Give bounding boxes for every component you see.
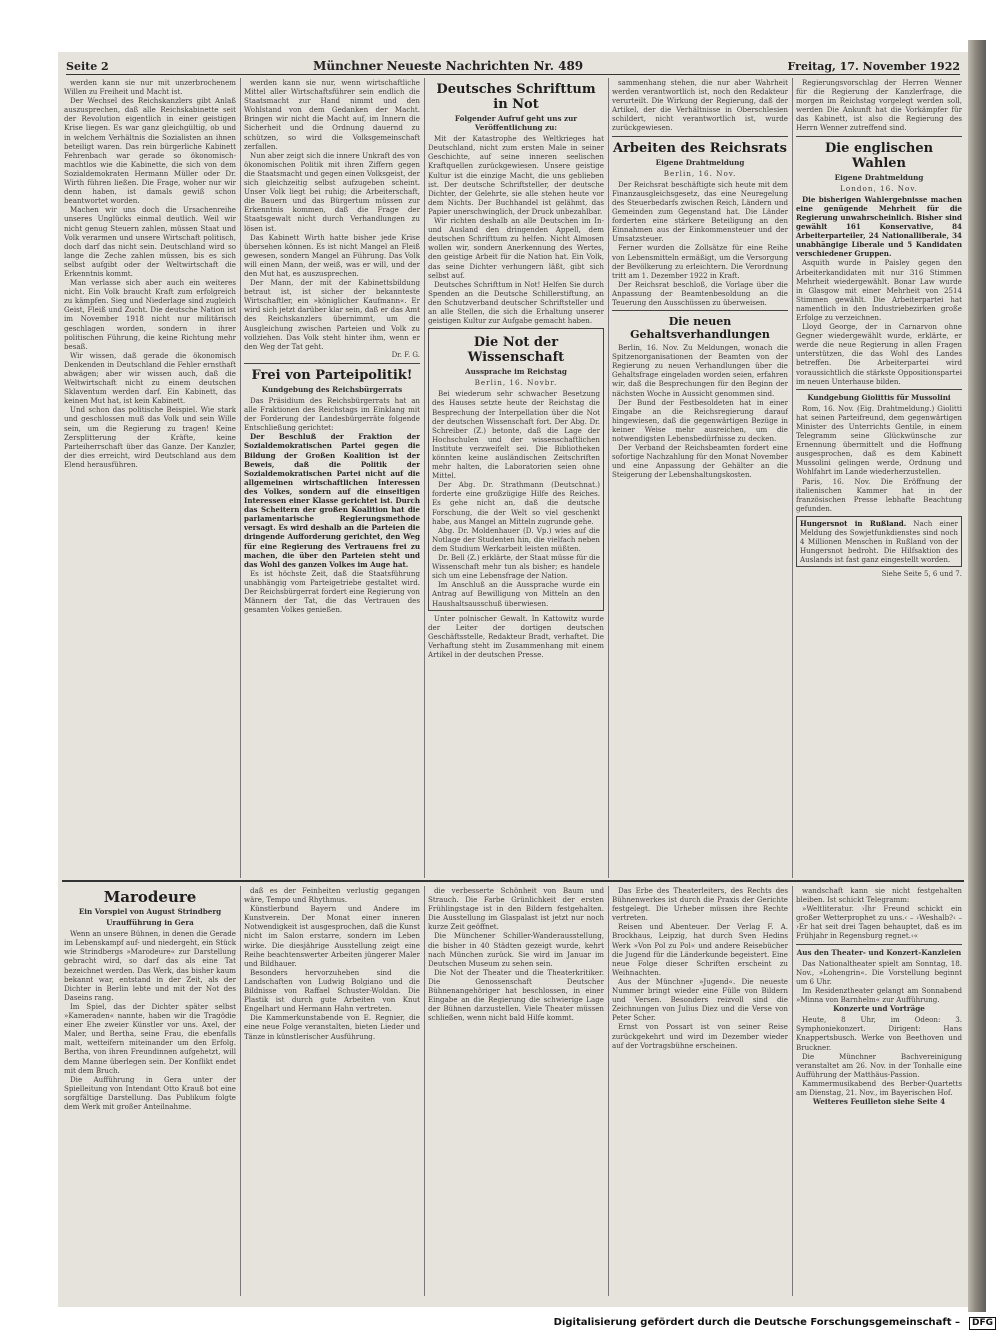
column-rule [792, 886, 793, 1296]
article-paragraph: Man verlasse sich aber auch ein weiteres nicht. Ein Volk braucht Kraft zum erfolgreich zu kämpfen. Sieg und Niederlage sind zugleich Geist, Fleiß und Zucht. Die deutsche Nation ist im November 1918 nicht nur militärisch geschlagen worden, sondern in ihrer politischen Führung, die keine Richtung mehr besaß. [64, 278, 236, 351]
event-listing: Kammermusikabend des Berber-Quartetts am Dienstag, 21. Nov., im Bayerischen Hof. [796, 1078, 962, 1097]
dateline: Berlin, 16. Novbr. [474, 378, 558, 388]
column-rule [240, 78, 241, 878]
subheadline: Aus den Theater- und Konzert-Kanzleien [796, 947, 962, 957]
article-paragraph: Und schon das politische Beispiel. Wie stark und geschlossen muß das Volk und sein Wille sein, um die Regierung zu tragen! Keine Zersplitterung der Kräfte, keine Parteiherrschaft über das Ganze. Der Kanzler, der dies erreicht, wird Deutschland aus dem Elend herausführen. [64, 405, 236, 469]
event-listing: Die Münchner Bachvereinigung veranstaltet am 26. Nov. in der Tonhalle eine Aufführung der Matthäus-Passion. [796, 1051, 962, 1079]
dateline: London, 16. Nov. [840, 183, 918, 193]
subheadline: Konzerte und Vorträge [833, 1004, 925, 1014]
page-header [66, 58, 960, 75]
column-2 [244, 78, 420, 878]
article-paragraph: Reisen und Abenteuer. Der Verlag F. A. Brockhaus, Leipzig, hat durch Sven Hedins Werk »Von Pol zu Pol« und andere Reisebücher die Jugend für die Länderkunde begeistert. Eine neue Folge dieser Schriften erscheint zu Weihnachten. [612, 922, 788, 977]
section-rule [796, 389, 962, 390]
headline-gehaltsverhandlungen: Die neuen Gehaltsverhandlungen [630, 315, 770, 342]
article-paragraph: sammenhang stehen, die nur aber Wahrheit werden verantwortlich ist, noch den Redakteur verurteilt. Die Wirkung der Regierung, daß der Artikel, der die Verhältnisse in Oberschlesien schildert, nicht verantwortlich ist, wurde zurückgewiesen. [612, 78, 788, 133]
article-paragraph: Lloyd George, der in Carnarvon ohne Gegner wiedergewählt wurde, erklärte, er werde die neue Regierung in allen Fragen unterstützen, die das Wohl des Landes betreffen. Die Arbeiterpartei wird voraussichtlich die stärkste Oppositionspartei im neuen Unterhause bilden. [796, 322, 962, 386]
article-paragraph: Mit der Katastrophe des Weltkrieges hat Deutschland, nicht zum ersten Male in seiner Geschichte, auf seine inneren seelischen Kraftquellen zurückgewiesen. Unsere geistige Kultur ist die einzige Macht, die uns geblieben ist. Der deutsche Schriftsteller, der deutsche Dichter, der Gelehrte, sie alle stehen heute vor dem Nichts. Der Buchhandel ist gelähmt, das Papier unerschwinglich, der Druck unbezahlbar. [428, 134, 604, 216]
column-3 [428, 78, 604, 878]
page-number: Seite 2 [66, 59, 109, 73]
article-paragraph: Die bisherigen Wahlergebnisse machen eine genügende Mehrheit für die Regierung unwahrscheinlich. Bisher sind gewählt 161 Konservative, 84 Arbeiterparteiler, 24 Nationalliberale, 34 unabhängige Liberale und 5 Kandidaten verschiedener Gruppen. [796, 194, 962, 259]
scan-margin [0, 0, 58, 1333]
notice-kicker: Hungersnot in Rußland. [800, 518, 907, 528]
article-paragraph: Machen wir uns doch die Ursachenreihe unseres Unglücks einmal deutlich. Weil wir nicht genug Steuern zahlen, müssen Staat und Volk verarmen und unsere Wirtschaft politisch, doch darf das nicht sein. Deutschland wird so lange die Zeche zahlen müssen, bis es sich selbst aufgibt oder der Weltwirtschaft die Erkenntnis kommt. [64, 205, 236, 278]
article-paragraph: Das Erbe des Theaterleiters, des Rechts des Bühnenwerkes ist durch die Praxis der Gerichte festgelegt. Die Urheber müssen ihre Rechte vertreten. [612, 886, 788, 923]
digitization-footer [0, 1316, 1000, 1333]
headline-arbeiten-des-reichsrats: Arbeiten des Reichsrats [613, 140, 787, 156]
article-paragraph: Die Not der Theater und die Theaterkritiker. Die Genossenschaft Deutscher Bühnenangehöriger hat beschlossen, in einer Eingabe an die Regierung die schwierige Lage der Bühnen darzustellen. Viele Theater müssen schließen, wenn nicht bald Hilfe kommt. [428, 967, 604, 1023]
page-reference: Siehe Seite 5, 6 und 7. [881, 570, 962, 579]
news-notice: Unter polnischer Gewalt. In Kattowitz wurde der Leiter der dortigen deutschen Geschäftsstelle, Redakteur Bradt, verhaftet. Die Verhaftung steht im Zusammenhang mit einem Artikel in der deutschen Presse. [428, 613, 604, 659]
article-paragraph: Der Abg. Dr. Strathmann (Deutschnat.) forderte eine großzügige Hilfe des Reiches. Es gehe nicht an, daß die deutsche Forschung, die der Welt so viel geschenkt habe, aus Mangel an Mitteln zugrunde gehe. [432, 480, 600, 526]
subheadline: Eigene Drahtmeldung [834, 172, 924, 182]
subheadline: Folgender Aufruf geht uns zur Veröffentlichung zu: [454, 114, 578, 133]
article-paragraph: Asquith wurde in Paisley gegen den Arbeiterkandidaten mit nur 316 Stimmen Mehrheit wiedergewählt. Bonar Law wurde in Glasgow mit einer Mehrheit von 2514 Stimmen gewählt. Die Arbeiterpartei hat namentlich in den Industriebezirken große Erfolge zu verzeichnen. [796, 258, 962, 322]
article-paragraph: Dr. Bell (Z.) erklärte, der Staat müsse für die Wissenschaft mehr tun als bisher; es handele sich um eine Lebensfrage der Nation. [432, 553, 600, 581]
feuilleton-column-1 [64, 886, 236, 1296]
dfg-logo: DFG [969, 1317, 996, 1330]
article-paragraph: Regierungsvorschlag der Herren Wenner für die Regierung der Kanzlerfrage, die morgen im Reichstag vorgelegt werden soll, werden Die Ankunft hat die Vorkämpfer für das Kabinett, ist also die Regierung des Herrn Wenner zutreffend sind. [796, 78, 962, 133]
article-paragraph: Wenn an unsere Bühnen, in denen die Gerade im Lebenskampf auf- und niedergeht, ein Stück wie Strindbergs »Marodeure« zur Darstellung gebracht wird, so darf das als eine Tat bezeichnet werden. Das Werk, das bisher kaum bekannt war, entstand in der Zeit, als der Dichter in Berlin lebte und mit der Not des Daseins rang. [64, 929, 236, 1002]
article-paragraph: Der Reichsrat beschäftigte sich heute mit dem Finanzausgleichsgesetz, das eine Neuregelung des Steuerbedarfs zwischen Reich, Ländern und Gemeinden zum Gegenstand hat. Die Länder forderten eine stärkere Beteiligung an den Einnahmen aus der Einkommensteuer und der Umsatzsteuer. [612, 179, 788, 244]
article-paragraph: werden kann sie nur, wenn wirtschaftliche Mittel aller Wirtschaftsführer sein endlich die Staatsmacht zur Hand nimmt und den Wohlstand von dem Gedanken der Macht. Bringen wir nicht die Macht auf, im Innern die Sicherheit und die Ordnung dauernd zu schützen, so wird die Volksgemeinschaft zerfallen. [244, 78, 420, 151]
article-paragraph: wandschaft kann sie nicht festgehalten bleiben. Ist schickt Telegramm: [796, 886, 962, 905]
article-paragraph: Berlin, 16. Nov. Zu Meldungen, wonach die Spitzenorganisationen der Beamten von der Regierung zu neuen Verhandlungen über die Gehaltsfrage eingeladen worden seien, erfahren wir, daß die Besprechungen für den Beginn der nächsten Woche in Aussicht genommen sind. [612, 343, 788, 398]
article-paragraph: Das Präsidium des Reichsbürgerrats hat an alle Fraktionen des Reichstags im Einklang mit der Forderung der Landesbürgerräte folgende Entschließung gerichtet: [244, 396, 420, 433]
section-rule [796, 944, 962, 945]
section-rule [612, 310, 788, 311]
article-paragraph: daß es der Feinheiten verlustig gegangen wäre, Tempo und Rhythmus. [244, 886, 420, 905]
page-edge-shadow [968, 40, 986, 1312]
section-rule [244, 363, 420, 364]
event-listing: Das Nationaltheater spielt am Sonntag, 18. Nov., »Lohengrin«. Die Vorstellung beginnt um 6 Uhr. [796, 958, 962, 986]
article-paragraph: Ferner wurden die Zollsätze für eine Reihe von Lebensmitteln ermäßigt, um die Versorgung der Bevölkerung zu erleichtern. Die Verordnung tritt am 1. Dezember 1922 in Kraft. [612, 243, 788, 280]
headline-frei-von-parteipolitik: Frei von Parteipolitik! [251, 367, 413, 383]
column-rule [424, 886, 425, 1296]
article-paragraph: werden kann sie nur mit unzerbrochenem Willen zu Freiheit und Macht ist. [64, 78, 236, 97]
article-paragraph: Der Mann, der mit der Kabinettsbildung betraut ist, ist sicher der bekannteste Wirtschaftler, ein »königlicher Kaufmann«. Er wird sich jetzt darüber klar sein, daß er das Amt des Reichskanzlers übernimmt, um die Ausgleichung zwischen Parteien und Volk zu vollziehen. Das Volk steht hinter ihm, wenn er den Weg der Tat geht. [244, 278, 420, 351]
column-rule [608, 886, 609, 1296]
column-rule [792, 78, 793, 878]
article-paragraph: Im Anschluß an die Aussprache wurde ein Antrag auf Bewilligung von Mitteln an den Haushaltsausschuß überwiesen. [432, 580, 600, 608]
subheadline: Ein Vorspiel von August Strindberg [78, 907, 222, 916]
column-5 [796, 78, 962, 878]
headline-schrifttum-in-not: Deutsches Schrifttum in Not [436, 82, 596, 112]
article-paragraph: »Weltliteratur. ›Ihr Freund schickt ein großer Wetterprophet zu uns.‹ – ›Weshalb?‹ – ›Er hat seit drei Tagen behauptet, daß es im Frühjahr in Regensburg regnet.‹« [796, 904, 962, 941]
headline-marodeure: Marodeure [103, 888, 197, 906]
article-paragraph: Nun aber zeigt sich die innere Unkraft des von ökonomischen Politik mit ihren Ziffern gegen die Staatsmacht und gegen einen Volksgeist, der sich gleichzeitig selbst aufzugeben scheint. Unser Volk liegt bei ruhig; die Arbeiterschaft, die Bauern und das Bürgertum müssen zur Erkenntnis kommen, daß die Frage der Staatsgewalt nicht durch Verhandlungen zu lösen ist. [244, 150, 420, 233]
article-paragraph: Das Kabinett Wirth hatte bisher jede Krise übersehen können. Es ist nicht Mangel an Fleiß gewesen, sondern Mangel an Führung. Das Volk will einen Mann, der weiß, was er will, und der den Mut hat, es auszusprechen. [244, 232, 420, 278]
notice-text: Nach einer Meldung des Sowjetfunkdienstes sind noch 4 Millionen Menschen in Rußland von der Hungersnot bedroht. Die Hilfsaktion des Auslands ist fast ganz eingestellt worden. [800, 518, 958, 565]
article-paragraph: Paris, 16. Nov. Die Eröffnung der italienischen Kammer hat in der französischen Presse lebhafte Beachtung gefunden. [796, 476, 962, 513]
section-rule [796, 136, 962, 137]
page-reference: Weiteres Feuilleton siehe Seite 4 [812, 1097, 946, 1107]
article-paragraph: Der Reichsrat beschloß, die Vorlage über die Anpassung der Beamtenbesoldung an die Teuerung den Ausschüssen zu überweisen. [612, 279, 788, 307]
article-paragraph: Aus der Münchner »Jugend«. Die neueste Nummer bringt wieder eine Fülle von Bildern und Versen. Besonders reizvoll sind die Zeichnungen von Julius Diez und die Verse von Peter Scher. [612, 976, 788, 1023]
feuilleton-column-4 [612, 886, 788, 1296]
funding-credit: Digitalisierung gefördert durch die Deutsche Forschungsgemeinschaft – [553, 1317, 960, 1328]
subheadline: Kundgebung Giolittis für Mussolini [807, 392, 951, 402]
newspaper-page [58, 52, 968, 1307]
article-paragraph: Besonders hervorzuheben sind die Landschaften von Ludwig Bolgiano und die Bildnisse von Raffael Schuster-Woldan. Die Plastik ist durch gute Arbeiten von Knut Engelhart und Hermann Hahn vertreten. [244, 967, 420, 1014]
subheadline: Eigene Drahtmeldung [655, 157, 745, 167]
article-paragraph: Abg. Dr. Moldenhauer (D. Vp.) wies auf die Notlage der Studenten hin, die vielfach neben dem Studium Werkarbeit leisten müßten. [432, 525, 600, 553]
column-4 [612, 78, 788, 878]
event-listing: Heute, 8 Uhr, im Odeon: 3. Symphoniekonzert. Dirigent: Hans Knappertsbusch. Werke von Beethoven und Bruckner. [796, 1015, 962, 1052]
article-paragraph: Rom, 16. Nov. (Eig. Drahtmeldung.) Giolitti hat seinen Parteifreund, dem gegenwärtigen Minister des Unterrichts Gentile, in einem Telegramm seine Glückwünsche zur Ernennung übermittelt und die Hoffnung ausgesprochen, daß es dem Kabinett Mussolini gelingen werde, Ordnung und Wohlfahrt im Lande wiederherzustellen. [796, 403, 962, 477]
article-signature: Dr. F. G. [391, 350, 420, 359]
headline-not-der-wissenschaft: Die Not der Wissenschaft [467, 335, 565, 366]
article-paragraph: Die Kammerkunstabende von E. Regnier, die eine neue Folge veranstalten, bieten Lieder und Tänze in künstlerischer Ausführung. [244, 1013, 420, 1041]
dateline: Berlin, 16. Nov. [663, 168, 737, 178]
boxed-article [428, 328, 604, 610]
boxed-notice [796, 516, 962, 567]
article-paragraph: Künstlerbund Bayern und Andere im Kunstverein. Der Monat einer inneren Notwendigkeit ist ausgesprochen, daß die Kunst nicht im Salon erstarre, sondern im Leben wirke. Die diesjährige Ausstellung zeigt eine Reihe beachtenswerter Arbeiten jüngerer Maler und Bildhauer. [244, 904, 420, 968]
article-paragraph: Der Wechsel des Reichskanzlers gibt Anlaß auszusprechen, daß alle Reichskabinette seit der Revolution eigentlich in einer geistigen Krise liegen. Es war ganz gleichgültig, ob und in welchem Verhältnis die Sozialisten an ihnen beteiligt waren. Das rein bürgerliche Kabinett Fehrenbach war gerade so ökonomisch-machtlos wie die Kabinette, die sich von dem Sozialdemokraten Hermann Müller oder Dr. Wirth führen ließen. Die Frage, woher nur wir denn haben, ist damals gewiß schon beantwortet worden. [64, 96, 236, 206]
article-paragraph: Bei wiederum sehr schwacher Besetzung des Hauses setzte heute der Reichstag die Besprechung der Interpellation über die Not der deutschen Wissenschaft fort. Der Abg. Dr. Schreiber (Z.) betonte, daß die Lage der Hochschulen und der wissenschaftlichen Institute verzweifelt sei. Die Bibliotheken könnten keine ausländischen Zeitschriften mehr halten, die Laboratorien seien ohne Mittel. [432, 389, 600, 481]
article-paragraph: Im Spiel, das der Dichter später selbst »Kameraden« nannte, haben wir die Tragödie einer Ehe zweier Künstler vor uns. Axel, der Maler, und Bertha, seine Frau, die ebenfalls malt, wetteifern miteinander um den Erfolg. Bertha, von ihren Freundinnen aufgehetzt, will dem Manne überlegen sein. Der Konflikt endet mit dem Bruch. [64, 1001, 236, 1075]
column-rule [608, 78, 609, 878]
section-rule [612, 136, 788, 137]
page-date: Freitag, 17. November 1922 [787, 59, 960, 73]
article-paragraph: Die Aufführung in Gera unter der Spielleitung von Intendant Otto Krauß bot eine sorgfältige Darstellung. Das Publikum folgte dem Werk mit großer Anteilnahme. [64, 1074, 236, 1111]
feuilleton-column-5 [796, 886, 962, 1296]
article-paragraph: Der Verband der Reichsbeamten fordert eine sofortige Nachzahlung für den Monat November und eine Anpassung der Gehälter an die Steigerung der Lebenshaltungskosten. [612, 443, 788, 480]
article-paragraph: Es ist höchste Zeit, daß die Staatsführung unabhängig vom Parteigetriebe gestaltet wird. Der Reichsbürgerrat fordert eine Regierung von Männern der Tat, die das Vertrauen des gesamten Volkes genießen. [244, 568, 420, 615]
column-rule [424, 78, 425, 878]
article-paragraph: Die Münchener Schiller-Wanderausstellung, die bisher in 40 Städten gezeigt wurde, kehrt nach München zurück. Sie wird im Januar im Deutschen Museum zu sehen sein. [428, 931, 604, 968]
article-paragraph: Wir wissen, daß gerade die ökonomisch Denkenden in Deutschland die Fehler ernsthaft abwägen; aber wir wissen auch, daß die Weltwirtschaft nicht zu einem deutschen Sklaventum werden darf. Ein Kabinett, das keinen Mut hat, ist kein Kabinett. [64, 350, 236, 406]
subheadline: Kundgebung des Reichsbürgerrats [261, 384, 403, 394]
column-1 [64, 78, 236, 878]
column-rule [240, 886, 241, 1296]
masthead-line: Münchner Neueste Nachrichten Nr. 489 [313, 59, 584, 73]
event-listing: Im Residenztheater gelangt am Sonnabend »Minna von Barnhelm« zur Aufführung. [796, 985, 962, 1005]
article-paragraph: Deutsches Schrifttum in Not! Helfen Sie durch Spenden an die Deutsche Schillerstiftung, an den Schutzverband deutscher Schriftsteller und an alle Stellen, die sich die Erhaltung unserer geistigen Kultur zur Aufgabe gemacht haben. [428, 279, 604, 326]
subheadline: Aussprache im Reichstag [465, 367, 567, 377]
article-paragraph: Der Bund der Festbesoldeten hat in einer Eingabe an die Reichsregierung darauf hingewiesen, daß die gegenwärtigen Bezüge in keiner Weise mehr ausreichen, um die notwendigsten Lebensbedürfnisse zu decken. [612, 397, 788, 443]
article-paragraph: die verbesserte Schönheit von Baum und Strauch. Die Farbe Grünlichkeit der ersten Frühlingstage ist in den Bildern festgehalten. Die Ausstellung im Glaspalast ist jetzt nur noch kurze Zeit geöffnet. [428, 886, 604, 932]
article-paragraph: Wir richten deshalb an alle Deutschen im In- und Ausland den dringenden Appell, dem deutschen Schrifttum zu helfen. Nicht Almosen wollen wir, sondern Anerkennung des Wertes, den geistige Arbeit für die Nation hat. Ein Volk, das seine Dichter verhungern läßt, gibt sich selbst auf. [428, 216, 604, 280]
feuilleton-rule [62, 880, 964, 882]
article-paragraph: Der Beschluß der Fraktion der Sozialdemokratischen Partei gegen die Bildung der Großen Koalition ist der Beweis, daß die Politik der Sozialdemokratischen Partei nicht auf die allgemeinen wirtschaftlichen Interessen des Volkes, sondern auf die einseitigen Interessen einer Klasse gerichtet ist. Durch das Scheitern der großen Koalition hat die parlamentarische Regierungsmethode versagt. Es wird deshalb an die Parteien die dringende Aufforderung gerichtet, den Weg für eine Regierung des Vertrauens frei zu machen, die über den Parteien steht und das Wohl des ganzen Volkes im Auge hat. [244, 432, 420, 569]
subheadline: Uraufführung in Gera [106, 918, 194, 928]
feuilleton-column-3 [428, 886, 604, 1296]
feuilleton-column-2 [244, 886, 420, 1296]
headline-englische-wahlen: Die englischen Wahlen [824, 140, 934, 171]
article-paragraph: Ernst von Possart ist von seiner Reise zurückgekehrt und wird im Dezember wieder auf der Vortragsbühne erscheinen. [612, 1022, 788, 1050]
